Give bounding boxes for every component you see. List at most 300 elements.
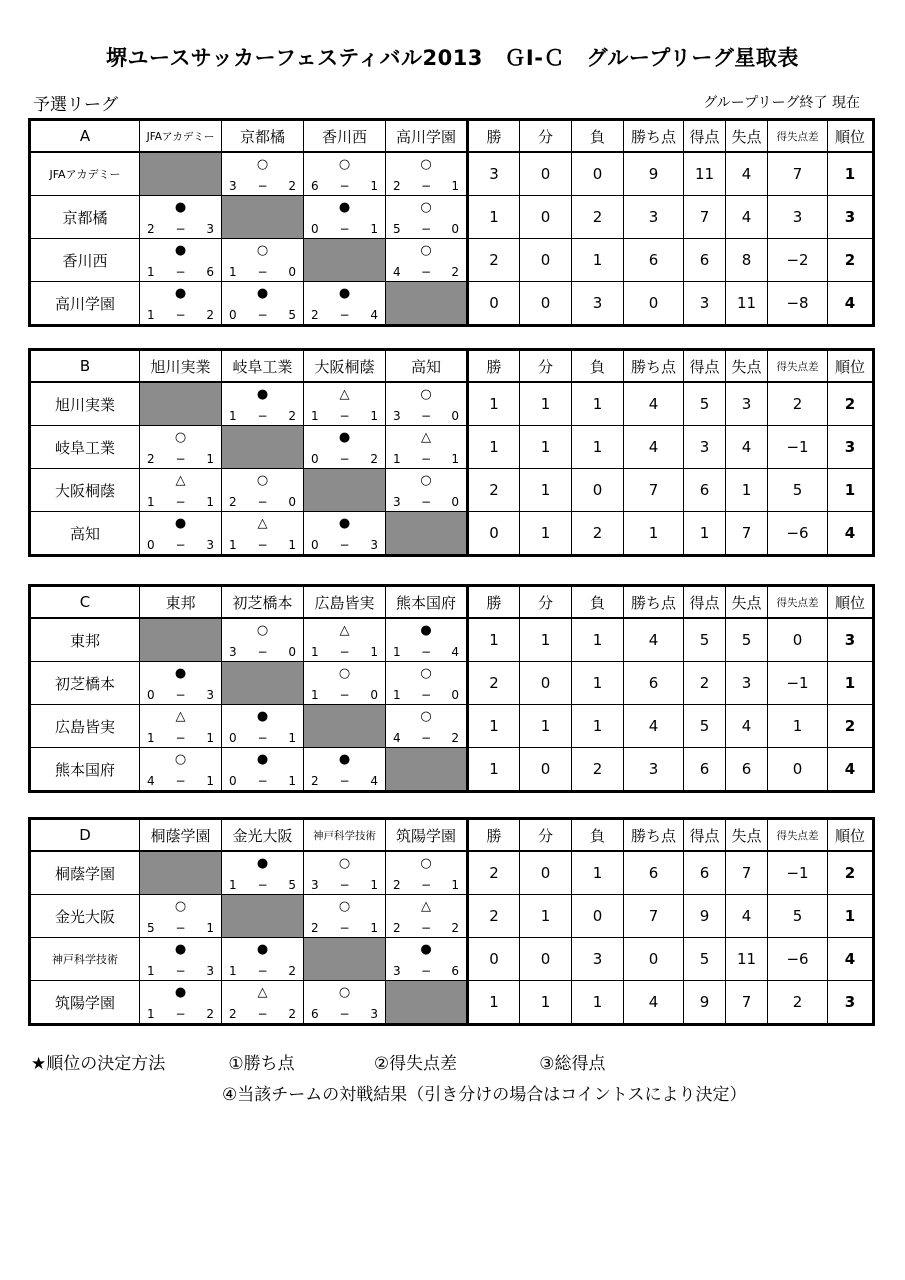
score-for: 3	[393, 495, 401, 509]
stat-value: 1	[468, 618, 520, 662]
match-result	[140, 282, 222, 326]
rank-value: 3	[828, 618, 874, 662]
score-sep: −	[257, 179, 268, 193]
score-for: 1	[229, 409, 237, 423]
match-result	[140, 512, 222, 556]
match-result	[140, 748, 222, 792]
score-sep: −	[420, 645, 432, 659]
stat-value: 0	[468, 512, 520, 556]
stat-value: 1	[684, 512, 726, 556]
score-for: 5	[147, 921, 155, 935]
rank-value: 3	[828, 196, 874, 239]
self-match-cell	[222, 895, 304, 938]
match-result	[222, 851, 304, 895]
score-for: 1	[311, 409, 319, 423]
stat-value: 7	[768, 152, 828, 196]
score-sep: −	[257, 731, 268, 745]
stat-value: 1	[468, 705, 520, 748]
score-sep: −	[175, 495, 186, 509]
score-for: 3	[393, 409, 401, 423]
stat-value: 7	[726, 981, 768, 1025]
score-for: 1	[229, 538, 237, 552]
stat-value: 1	[468, 196, 520, 239]
stat-value: 5	[684, 382, 726, 426]
match-result	[304, 851, 386, 895]
column-team: 筑陽学園	[386, 819, 468, 852]
match-result	[386, 196, 468, 239]
score-sep: −	[420, 222, 432, 236]
stat-header: 勝	[468, 120, 520, 153]
stat-value: 3	[624, 196, 684, 239]
stat-value: 3	[572, 282, 624, 326]
stat-value: 6	[684, 469, 726, 512]
stat-value: 9	[684, 981, 726, 1025]
self-match-cell	[140, 618, 222, 662]
score-against: 1	[370, 222, 378, 236]
result-symbol: ●	[174, 516, 187, 531]
table-row	[30, 382, 874, 426]
score-sep: −	[420, 265, 432, 279]
criteria-label: ★順位の決定方法	[31, 1054, 166, 1074]
column-team: 大阪桐蔭	[304, 350, 386, 383]
stat-value: 2	[468, 851, 520, 895]
self-match-cell	[386, 512, 468, 556]
stat-value: 2	[468, 895, 520, 938]
stat-value: 2	[572, 196, 624, 239]
match-result	[386, 152, 468, 196]
score-sep: −	[339, 688, 350, 702]
stat-header: 得失点差	[768, 350, 828, 383]
stat-value: −2	[768, 239, 828, 282]
match-result	[222, 748, 304, 792]
stat-value: 1	[520, 618, 572, 662]
score-against: 1	[288, 774, 296, 788]
table-row	[30, 748, 874, 792]
stat-header: 順位	[828, 120, 874, 153]
stat-value: 1	[572, 705, 624, 748]
score-against: 0	[451, 409, 459, 423]
score-for: 3	[393, 964, 401, 978]
score-for: 2	[311, 921, 319, 935]
self-match-cell	[386, 748, 468, 792]
result-symbol: ●	[256, 709, 269, 724]
score-for: 1	[229, 265, 237, 279]
stat-value: 1	[572, 851, 624, 895]
stat-value: 6	[726, 748, 768, 792]
self-match-cell	[140, 851, 222, 895]
rank-value: 2	[828, 705, 874, 748]
stat-value: −1	[768, 662, 828, 705]
group-table-d	[28, 817, 875, 1026]
stat-value: 6	[684, 851, 726, 895]
result-symbol: △	[421, 430, 431, 445]
stat-value: −1	[768, 426, 828, 469]
result-symbol: ○	[420, 243, 432, 258]
rank-value: 4	[828, 512, 874, 556]
column-team: 広島皆実	[304, 586, 386, 619]
score-for: 2	[147, 222, 155, 236]
score-sep: −	[420, 688, 432, 702]
score-sep: −	[257, 495, 268, 509]
score-sep: −	[339, 308, 350, 322]
result-symbol: ○	[338, 985, 351, 1000]
column-team: 高川学園	[386, 120, 468, 153]
score-against: 1	[370, 645, 378, 659]
stat-value: 2	[468, 662, 520, 705]
self-match-cell	[386, 282, 468, 326]
table-row	[30, 662, 874, 705]
stat-value: 5	[684, 938, 726, 981]
group-name: C	[30, 586, 140, 619]
score-against: 0	[451, 495, 459, 509]
score-against: 1	[451, 878, 459, 892]
column-team: 桐蔭学園	[140, 819, 222, 852]
row-team: 初芝橋本	[30, 662, 140, 705]
score-for: 0	[311, 222, 319, 236]
row-team: 桐蔭学園	[30, 851, 140, 895]
stat-value: 3	[572, 938, 624, 981]
stat-value: 7	[684, 196, 726, 239]
rank-value: 2	[828, 851, 874, 895]
stat-value: 1	[520, 895, 572, 938]
rank-value: 3	[828, 981, 874, 1025]
stat-header: 分	[520, 350, 572, 383]
score-for: 1	[393, 645, 401, 659]
stat-header: 負	[572, 586, 624, 619]
score-sep: −	[257, 409, 268, 423]
row-team: 京都橘	[30, 196, 140, 239]
status-note: グループリーグ終了 現在	[703, 95, 860, 111]
result-symbol: ●	[174, 200, 187, 215]
stat-value: 0	[624, 282, 684, 326]
score-against: 2	[288, 964, 296, 978]
result-symbol: ●	[338, 516, 351, 531]
score-for: 0	[311, 538, 319, 552]
table-row	[30, 239, 874, 282]
match-result	[386, 662, 468, 705]
result-symbol: △	[175, 709, 186, 724]
stat-value: 0	[520, 152, 572, 196]
result-symbol: △	[175, 473, 186, 488]
match-result	[222, 618, 304, 662]
score-for: 1	[393, 688, 401, 702]
column-team: 香川西	[304, 120, 386, 153]
result-symbol: △	[257, 516, 268, 531]
match-result	[140, 469, 222, 512]
match-result	[386, 851, 468, 895]
score-against: 4	[370, 774, 378, 788]
column-team: 金光大阪	[222, 819, 304, 852]
score-sep: −	[175, 308, 186, 322]
stat-value: 2	[684, 662, 726, 705]
match-result	[304, 282, 386, 326]
self-match-cell	[386, 981, 468, 1025]
self-match-cell	[140, 152, 222, 196]
score-against: 1	[370, 179, 378, 193]
score-against: 1	[288, 731, 296, 745]
stat-value: 1	[520, 705, 572, 748]
stat-value: 3	[684, 426, 726, 469]
rank-value: 4	[828, 282, 874, 326]
result-symbol: ○	[420, 387, 432, 402]
score-against: 0	[451, 688, 459, 702]
stat-value: 4	[726, 152, 768, 196]
score-sep: −	[175, 538, 186, 552]
row-team: 熊本国府	[30, 748, 140, 792]
stat-value: 0	[768, 748, 828, 792]
score-for: 4	[393, 265, 401, 279]
score-sep: −	[339, 452, 350, 466]
stat-value: 1	[520, 382, 572, 426]
score-for: 2	[393, 878, 401, 892]
rank-value: 2	[828, 239, 874, 282]
result-symbol: ○	[256, 157, 269, 172]
stat-header: 順位	[828, 819, 874, 852]
score-for: 1	[311, 645, 319, 659]
score-against: 1	[288, 538, 296, 552]
score-sep: −	[420, 495, 432, 509]
stat-value: 4	[624, 618, 684, 662]
stat-value: 4	[624, 705, 684, 748]
stat-value: 1	[520, 469, 572, 512]
score-for: 3	[229, 179, 237, 193]
stat-value: 4	[726, 705, 768, 748]
match-result	[140, 426, 222, 469]
result-symbol: ●	[256, 387, 269, 402]
score-sep: −	[420, 452, 432, 466]
match-result	[386, 469, 468, 512]
stat-value: −6	[768, 938, 828, 981]
score-against: 1	[206, 731, 214, 745]
stat-value: 0	[572, 895, 624, 938]
score-sep: −	[420, 878, 432, 892]
stat-value: 1	[520, 426, 572, 469]
stat-value: 7	[624, 469, 684, 512]
score-sep: −	[175, 731, 186, 745]
match-result	[140, 895, 222, 938]
stat-value: 1	[468, 426, 520, 469]
score-sep: −	[175, 921, 186, 935]
stat-value: 0	[520, 851, 572, 895]
score-for: 0	[147, 688, 155, 702]
result-symbol: ○	[256, 473, 269, 488]
stat-value: 3	[768, 196, 828, 239]
score-sep: −	[257, 1007, 268, 1021]
stat-header: 勝ち点	[624, 819, 684, 852]
stat-value: 0	[468, 938, 520, 981]
stat-header: 負	[572, 819, 624, 852]
group-name: D	[30, 819, 140, 852]
result-symbol: ○	[338, 856, 351, 871]
rank-value: 1	[828, 662, 874, 705]
score-for: 5	[393, 222, 401, 236]
stat-value: 1	[572, 618, 624, 662]
criterion-3: ③総得点	[539, 1054, 606, 1074]
stat-value: 4	[624, 426, 684, 469]
column-team: 神戸科学技術	[304, 819, 386, 852]
stat-value: 0	[520, 282, 572, 326]
score-against: 2	[206, 1007, 214, 1021]
match-result	[304, 426, 386, 469]
stat-value: 6	[624, 851, 684, 895]
result-symbol: ●	[420, 942, 432, 957]
group-table-a	[28, 118, 875, 327]
row-team: 東邦	[30, 618, 140, 662]
rank-value: 1	[828, 152, 874, 196]
score-against: 1	[370, 878, 378, 892]
self-match-cell	[304, 938, 386, 981]
stat-value: 5	[684, 618, 726, 662]
row-team: 高川学園	[30, 282, 140, 326]
stat-header: 失点	[726, 819, 768, 852]
score-for: 1	[147, 731, 155, 745]
result-symbol: ●	[338, 286, 351, 301]
result-symbol: ●	[256, 286, 269, 301]
score-for: 2	[229, 495, 237, 509]
score-for: 2	[393, 179, 401, 193]
match-result	[140, 239, 222, 282]
self-match-cell	[304, 705, 386, 748]
score-for: 0	[147, 538, 155, 552]
stat-value: 1	[468, 382, 520, 426]
score-against: 3	[206, 688, 214, 702]
stat-header: 得失点差	[768, 819, 828, 852]
score-against: 2	[288, 409, 296, 423]
stat-value: 0	[468, 282, 520, 326]
row-team: JFAアカデミー	[30, 152, 140, 196]
stat-value: 0	[520, 196, 572, 239]
score-against: 2	[451, 731, 459, 745]
score-against: 3	[206, 538, 214, 552]
score-sep: −	[175, 688, 186, 702]
stat-value: 6	[684, 239, 726, 282]
stat-value: 1	[468, 748, 520, 792]
stat-value: 5	[768, 469, 828, 512]
rank-value: 1	[828, 895, 874, 938]
score-against: 2	[370, 452, 378, 466]
score-for: 2	[393, 921, 401, 935]
stat-value: 1	[572, 426, 624, 469]
stat-value: 3	[726, 662, 768, 705]
score-sep: −	[175, 265, 186, 279]
stat-header: 分	[520, 120, 572, 153]
table-header	[30, 350, 874, 383]
stat-header: 得失点差	[768, 586, 828, 619]
score-sep: −	[257, 265, 268, 279]
result-symbol: ●	[174, 666, 187, 681]
score-sep: −	[257, 538, 268, 552]
score-against: 1	[206, 452, 214, 466]
score-sep: −	[420, 731, 432, 745]
rank-value: 4	[828, 938, 874, 981]
table-row	[30, 512, 874, 556]
stat-value: 0	[624, 938, 684, 981]
score-sep: −	[175, 964, 186, 978]
rank-value: 2	[828, 382, 874, 426]
score-for: 1	[229, 878, 237, 892]
score-against: 6	[451, 964, 459, 978]
score-against: 1	[451, 452, 459, 466]
stat-header: 得失点差	[768, 120, 828, 153]
stat-header: 勝	[468, 350, 520, 383]
stat-header: 負	[572, 120, 624, 153]
match-result	[140, 938, 222, 981]
score-against: 2	[288, 1007, 296, 1021]
stat-value: 4	[726, 196, 768, 239]
stat-value: 2	[468, 469, 520, 512]
stat-value: 1	[572, 239, 624, 282]
result-symbol: ○	[256, 623, 269, 638]
result-symbol: ●	[256, 856, 269, 871]
stat-value: 2	[768, 382, 828, 426]
stat-value: 4	[726, 426, 768, 469]
table-row	[30, 705, 874, 748]
score-sep: −	[420, 409, 432, 423]
stat-value: 1	[726, 469, 768, 512]
stat-value: 9	[684, 895, 726, 938]
row-team: 大阪桐蔭	[30, 469, 140, 512]
stat-value: 6	[684, 748, 726, 792]
stat-value: 3	[468, 152, 520, 196]
stat-value: 11	[726, 938, 768, 981]
result-symbol: ○	[420, 856, 432, 871]
stat-value: 2	[768, 981, 828, 1025]
stat-value: 2	[572, 512, 624, 556]
score-sep: −	[257, 964, 268, 978]
stat-value: 1	[468, 981, 520, 1025]
score-against: 5	[288, 308, 296, 322]
score-against: 0	[288, 495, 296, 509]
table-row	[30, 426, 874, 469]
result-symbol: ○	[256, 243, 269, 258]
stat-value: 4	[624, 981, 684, 1025]
stat-value: 0	[572, 152, 624, 196]
stat-value: 11	[684, 152, 726, 196]
score-sep: −	[257, 645, 268, 659]
match-result	[304, 981, 386, 1025]
score-against: 5	[288, 878, 296, 892]
stat-header: 失点	[726, 120, 768, 153]
column-team: 東邦	[140, 586, 222, 619]
match-result	[386, 938, 468, 981]
result-symbol: ●	[256, 752, 269, 767]
score-for: 2	[147, 452, 155, 466]
score-sep: −	[175, 1007, 186, 1021]
table-row	[30, 981, 874, 1025]
stat-value: 7	[726, 512, 768, 556]
score-for: 2	[229, 1007, 237, 1021]
score-sep: −	[420, 179, 432, 193]
stat-value: 2	[468, 239, 520, 282]
score-against: 4	[451, 645, 459, 659]
stat-value: 5	[684, 705, 726, 748]
criterion-1: ①勝ち点	[228, 1054, 295, 1074]
stat-header: 勝ち点	[624, 350, 684, 383]
score-sep: −	[339, 878, 350, 892]
stat-value: 0	[520, 239, 572, 282]
score-for: 0	[229, 731, 237, 745]
stat-value: 1	[572, 382, 624, 426]
column-team: 初芝橋本	[222, 586, 304, 619]
stat-value: 4	[726, 895, 768, 938]
stat-value: 1	[520, 512, 572, 556]
score-against: 2	[451, 921, 459, 935]
score-against: 4	[370, 308, 378, 322]
result-symbol: ●	[256, 942, 269, 957]
score-against: 1	[206, 921, 214, 935]
result-symbol: ●	[338, 200, 351, 215]
column-team: 熊本国府	[386, 586, 468, 619]
